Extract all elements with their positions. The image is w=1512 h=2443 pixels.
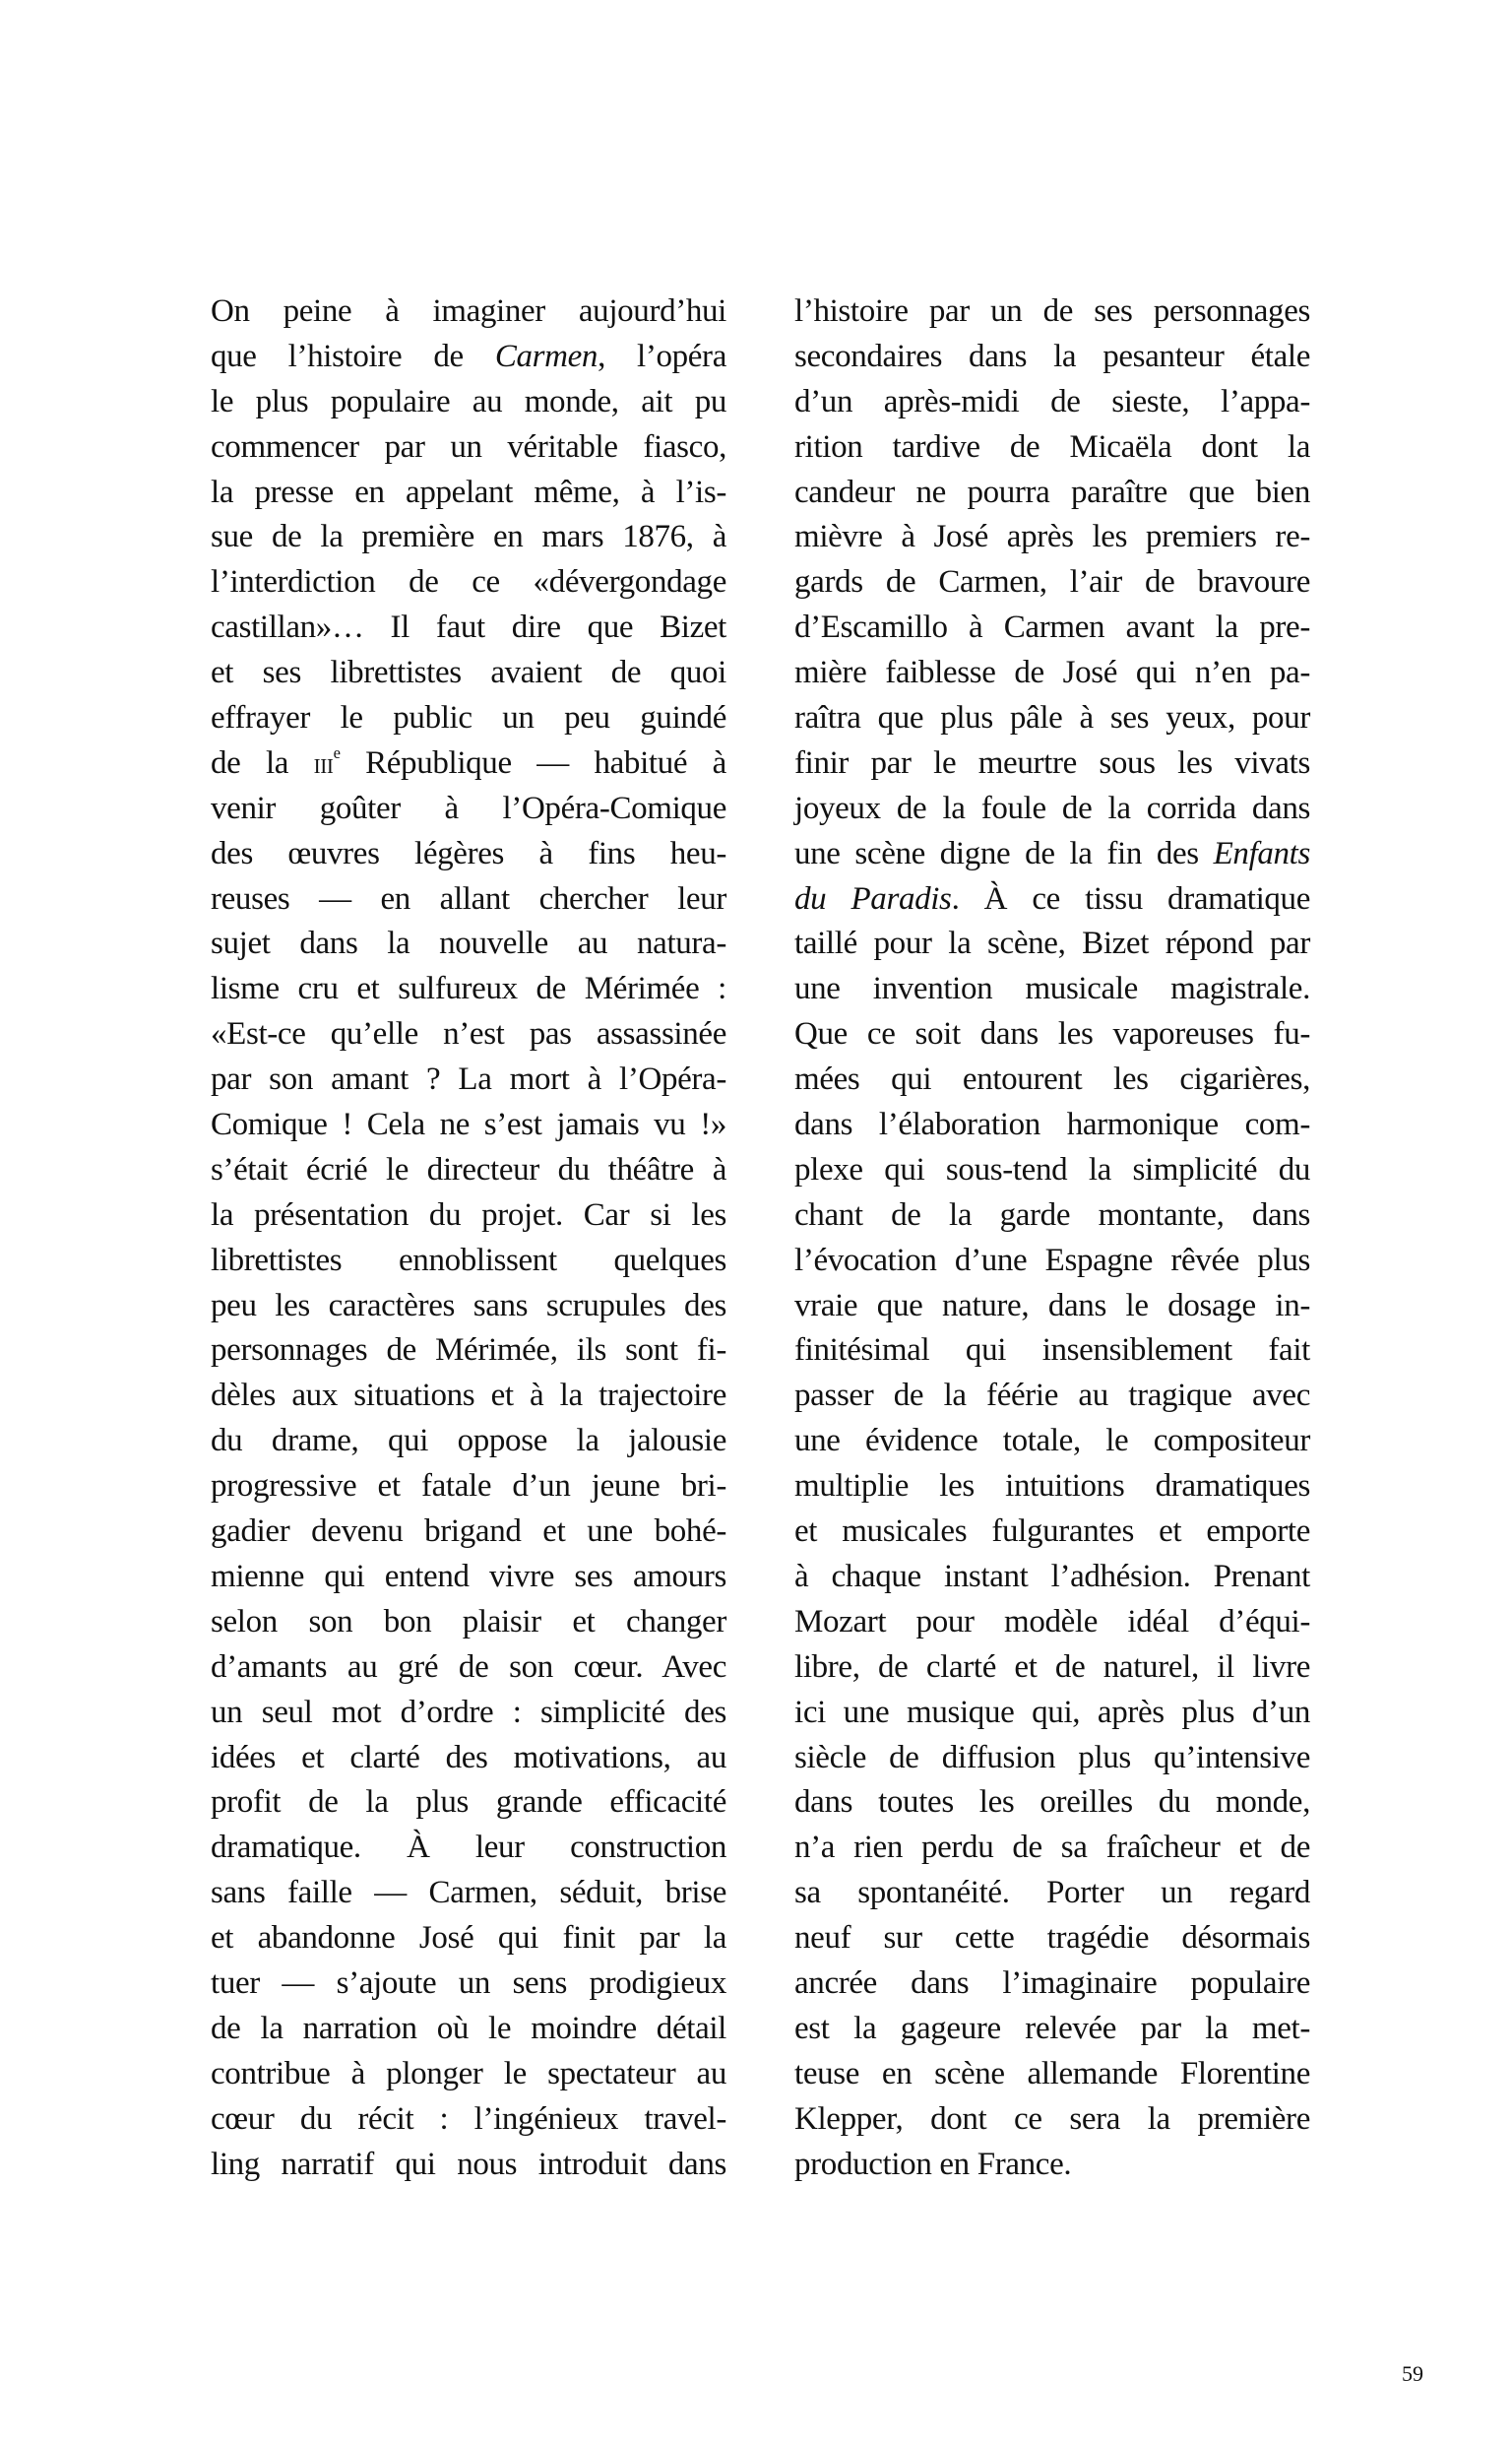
text-line: candeur ne pourra paraître que bien: [794, 474, 1310, 510]
text-line: sa spontanéité. Porter un regard: [794, 1875, 1310, 1911]
text-line: teuse en scène allemande Florentine: [794, 2055, 1310, 2091]
text-line: plexe qui sous-tend la simplicité du: [794, 1151, 1310, 1188]
text-line: taillé pour la scène, Bizet répond par: [794, 926, 1310, 962]
text-line: finir par le meurtre sous les vivats: [794, 744, 1310, 781]
text-line: que l’histoire de Carmen, l’opéra: [211, 338, 726, 374]
text-line: l’évocation d’une Espagne rêvée plus: [794, 1242, 1310, 1278]
text-line: joyeux de la foule de la corrida dans: [794, 790, 1310, 826]
text-line: la présentation du projet. Car si les: [211, 1196, 726, 1233]
text-line: effrayer le public un peu guindé: [211, 700, 726, 737]
text-line: sujet dans la nouvelle au natura-: [211, 926, 726, 962]
text-line: personnages de Mérimée, ils sont fi-: [211, 1332, 726, 1369]
text-line: progressive et fatale d’un jeune bri-: [211, 1468, 726, 1505]
text-line: vraie que nature, dans le dosage in-: [794, 1287, 1310, 1323]
text-line: mées qui entourent les cigarières,: [794, 1061, 1310, 1098]
roman-numeral: iii: [313, 745, 334, 780]
text-line: On peine à imaginer aujourd’hui: [211, 293, 726, 329]
text-line: du Paradis. À ce tissu dramatique: [794, 880, 1310, 917]
text-line: l’interdiction de ce «dévergondage: [211, 564, 726, 601]
text-line: finitésimal qui insensiblement fait: [794, 1332, 1310, 1369]
text-line: reuses — en allant chercher leur: [211, 880, 726, 917]
text-line: la presse en appelant même, à l’is-: [211, 474, 726, 510]
text-line: secondaires dans la pesanteur étale: [794, 338, 1310, 374]
text-line: le plus populaire au monde, ait pu: [211, 383, 726, 419]
superscript: e: [333, 743, 341, 763]
text-line: mière faiblesse de José qui n’en pa-: [794, 655, 1310, 691]
text-column-left: [211, 289, 726, 2187]
text-line: de la iii$^e$ République — habitué à: [211, 743, 726, 781]
text-line: Comique ! Cela ne s’est jamais vu !»: [211, 1107, 726, 1143]
text-line: d’Escamillo à Carmen avant la pre-: [794, 610, 1310, 646]
text-line: du drame, qui oppose la jalousie: [211, 1423, 726, 1459]
text-line: cœur du récit : l’ingénieux travel-: [211, 2100, 726, 2137]
text-line: chant de la garde montante, dans: [794, 1196, 1310, 1233]
text-line: librettistes ennoblissent quelques: [211, 1242, 726, 1278]
text-line: dramatique. À leur construction: [211, 1830, 726, 1866]
text-line: ling narratif qui nous introduit dans: [211, 2146, 726, 2182]
text-line: Klepper, dont ce sera la première: [794, 2100, 1310, 2137]
text-line: une invention musicale magistrale.: [794, 971, 1310, 1007]
text-line: venir goûter à l’Opéra-Comique: [211, 790, 726, 826]
text-line: de la narration où le moindre détail: [211, 2010, 726, 2046]
text-line: multiplie les intuitions dramatiques: [794, 1468, 1310, 1505]
text-line: libre, de clarté et de naturel, il livre: [794, 1648, 1310, 1685]
text-line: un seul mot d’ordre : simplicité des: [211, 1694, 726, 1730]
text-line: une scène digne de la fin des Enfants: [794, 835, 1310, 871]
text-line: idées et clarté des motivations, au: [211, 1739, 726, 1775]
text-line: est la gageure relevée par la met-: [794, 2010, 1310, 2046]
text-line: Mozart pour modèle idéal d’équi-: [794, 1603, 1310, 1639]
text-line: production en France.: [794, 2146, 1072, 2182]
text-line: mièvre à José après les premiers re-: [794, 519, 1310, 555]
text-line: ici une musique qui, après plus d’un: [794, 1694, 1310, 1730]
text-line: dèles aux situations et à la trajectoire: [211, 1378, 726, 1414]
text-line: raîtra que plus pâle à ses yeux, pour: [794, 700, 1310, 737]
text-line: d’amants au gré de son cœur. Avec: [211, 1648, 726, 1685]
italic-title: Carmen: [494, 338, 598, 374]
text-line: n’a rien perdu de sa fraîcheur et de: [794, 1830, 1310, 1866]
text-line: mienne qui entend vivre ses amours: [211, 1558, 726, 1594]
text-line: rition tardive de Micaëla dont la: [794, 428, 1310, 465]
text-line: gadier devenu brigand et une bohé-: [211, 1513, 726, 1550]
text-line: tuer — s’ajoute un sens prodigieux: [211, 1964, 726, 2001]
text-line: peu les caractères sans scrupules des: [211, 1287, 726, 1323]
italic-title: du Paradis: [794, 880, 952, 917]
text-line: et ses librettistes avaient de quoi: [211, 655, 726, 691]
text-line: dans toutes les oreilles du monde,: [794, 1784, 1310, 1821]
text-line: et abandonne José qui finit par la: [211, 1920, 726, 1957]
text-line: ancrée dans l’imaginaire populaire: [794, 1964, 1310, 2001]
text-line: des œuvres légères à fins heu-: [211, 835, 726, 871]
text-line: Que ce soit dans les vaporeuses fu-: [794, 1016, 1310, 1053]
text-line: une évidence totale, le compositeur: [794, 1423, 1310, 1459]
text-line: commencer par un véritable fiasco,: [211, 428, 726, 465]
text-line: castillan»… Il faut dire que Bizet: [211, 610, 726, 646]
text-line: passer de la féérie au tragique avec: [794, 1378, 1310, 1414]
text-line: gards de Carmen, l’air de bravoure: [794, 564, 1310, 601]
text-line: neuf sur cette tragédie désormais: [794, 1920, 1310, 1957]
text-line: contribue à plonger le spectateur au: [211, 2055, 726, 2091]
text-line: à chaque instant l’adhésion. Prenant: [794, 1558, 1310, 1594]
page-number: 59: [1402, 2361, 1423, 2386]
text-line: lisme cru et sulfureux de Mérimée :: [211, 971, 726, 1007]
text-line: siècle de diffusion plus qu’intensive: [794, 1739, 1310, 1775]
text-line: sans faille — Carmen, séduit, brise: [211, 1875, 726, 1911]
text-line: profit de la plus grande efficacité: [211, 1784, 726, 1821]
text-line: dans l’élaboration harmonique com-: [794, 1107, 1310, 1143]
italic-title: Enfants: [1213, 835, 1310, 871]
text-column-right: [794, 289, 1310, 2187]
text-line: s’était écrié le directeur du théâtre à: [211, 1151, 726, 1188]
text-line: d’un après-midi de sieste, l’appa-: [794, 383, 1310, 419]
text-line: selon son bon plaisir et changer: [211, 1603, 726, 1639]
text-line: l’histoire par un de ses personnages: [794, 293, 1310, 329]
text-line: «Est-ce qu’elle n’est pas assassinée: [211, 1016, 726, 1053]
text-line: sue de la première en mars 1876, à: [211, 519, 726, 555]
text-line: par son amant ? La mort à l’Opéra-: [211, 1061, 726, 1098]
text-line: et musicales fulgurantes et emporte: [794, 1513, 1310, 1550]
